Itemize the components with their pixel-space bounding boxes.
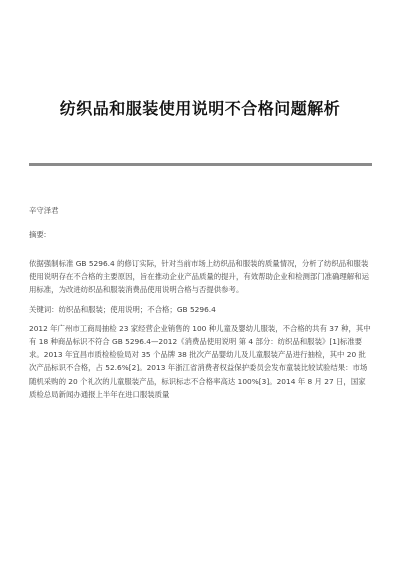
document-body bbox=[29, 257, 372, 407]
abstract-label: 摘要: bbox=[29, 230, 47, 239]
abstract-paragraph: 依据强制标准 GB 5296.4 的修订实际，针对当前市场上纺织品和服装的质量情况，分析了纺织品和服装使用说明存在不合格的主要原因，旨在推动企业产品质量的提升，有效帮助企业和检测部门准确理解和运用标准，为改进纺织品和服装消费品使用说明合格与否提供参考。 bbox=[29, 259, 369, 295]
document-title: 纺织品和服装使用说明不合格问题解析 bbox=[59, 99, 341, 118]
body-paragraph: 2012 年广州市工商局抽检 23 家经营企业销售的 100 种儿童及婴幼儿服装，不合格的共有 37 种，其中有 18 种商品标识不符合 GB 5296.4—2012《消费品使用说明 第 4 部分：纺织品和服装》[1]标准要求。2013 年宜昌市质检检验局对 35 个品牌 38 批次产品婴幼儿及儿童服装产品进行抽检，其中 20 批次产品标识不合格，占 52.6%[2]。2013 年浙江省消费者权益保护委员会发布童装比较试验结果：市场随机采购的 20 个礼次的儿童服装产品，标识标志不合格率高达 100%[3]。2014 年 8 月 27 日，国家质检总局新闻办通报上半年在进口服装质量 bbox=[29, 323, 371, 399]
title-divider bbox=[29, 163, 372, 166]
author: 辛守泽君 bbox=[29, 206, 59, 215]
keywords-line: 关键词：纺织品和服装；使用说明；不合格；GB 5296.4 bbox=[29, 304, 216, 314]
